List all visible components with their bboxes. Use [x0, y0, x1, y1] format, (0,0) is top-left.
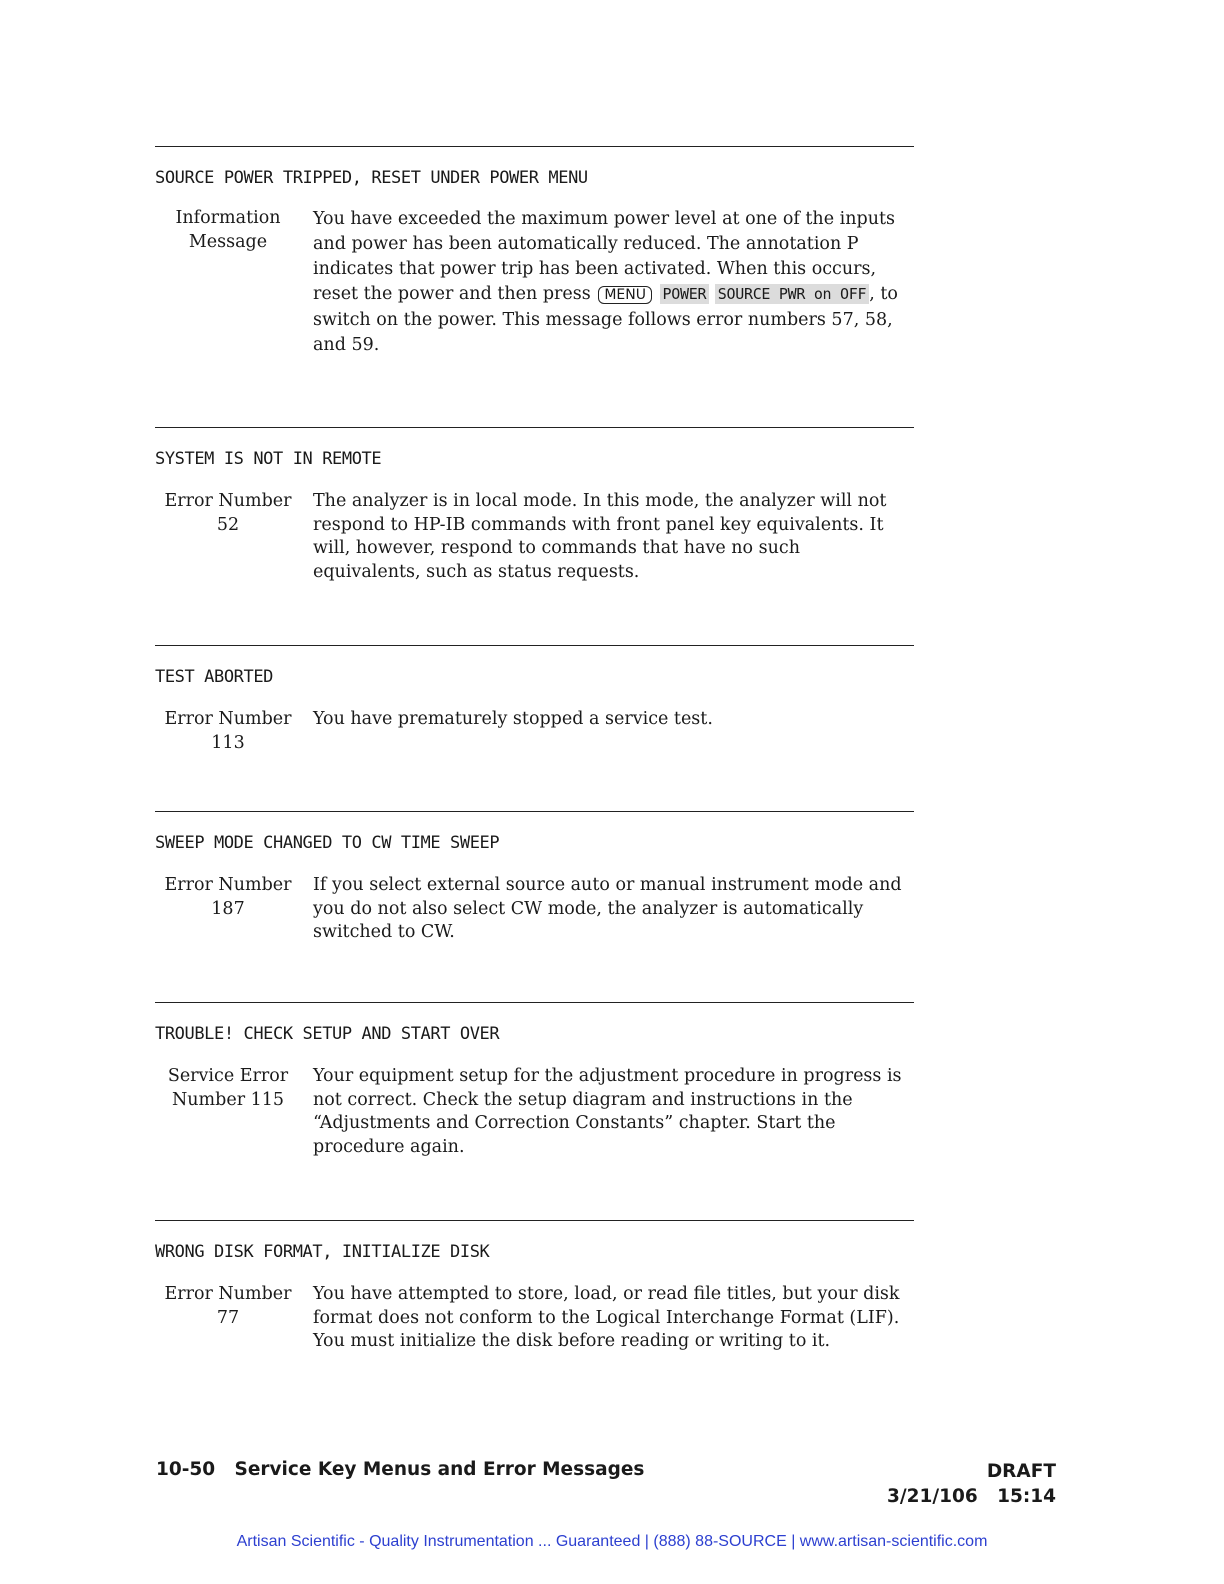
label-line: 187 [211, 898, 245, 919]
message-type-label [155, 1065, 301, 1159]
vendor-banner-link[interactable]: Artisan Scientific - Quality Instrumentation ... Guaranteed | (888) 88-SOURCE | www.artisan-scientific.com [236, 1533, 988, 1550]
message-description [313, 207, 913, 358]
message-heading: SWEEP MODE CHANGED TO CW TIME SWEEP [155, 833, 500, 853]
section-divider [155, 811, 914, 812]
label-line: 52 [216, 514, 240, 535]
message-section [155, 427, 915, 584]
message-type-label [155, 207, 301, 358]
label-line: Service Error [167, 1066, 289, 1086]
message-section [155, 811, 915, 945]
message-entry [155, 874, 915, 945]
source-pwr-softkey: SOURCE PWR on OFF [715, 284, 869, 304]
message-section [155, 146, 915, 358]
page-footer-reference: 10-50 Service Key Menus and Error Messages [156, 1459, 645, 1480]
menu-hardkey: MENU [598, 286, 652, 304]
message-heading: TEST ABORTED [155, 667, 274, 687]
draft-date-time: 3/21/106 15:14 [887, 1486, 1056, 1507]
label-line: Error Number [164, 1284, 292, 1304]
message-entry [155, 1283, 915, 1354]
draft-label: DRAFT [986, 1461, 1056, 1482]
section-divider [155, 146, 914, 147]
message-entry [155, 1065, 915, 1159]
message-heading: WRONG DISK FORMAT, INITIALIZE DISK [155, 1242, 490, 1262]
message-entry [155, 708, 915, 755]
message-heading: SOURCE POWER TRIPPED, RESET UNDER POWER MENU [155, 168, 588, 188]
label-line: Error Number [164, 491, 292, 511]
draft-stamp [887, 1459, 1056, 1509]
message-type-label [155, 1283, 301, 1354]
description-text: You have exceeded the maximum power level at one of the inputs and power has been automatically reduced. The annotation P indicates that power trip has been activated. When this occurs, reset the power and then press [313, 209, 895, 304]
message-entry [155, 490, 915, 584]
message-entry [155, 207, 915, 358]
message-section [155, 1220, 915, 1354]
message-section [155, 645, 915, 755]
label-line: Error Number [164, 875, 292, 895]
message-description: If you select external source auto or manual instrument mode and you do not also select CW mode, the analyzer is automatically switched to CW. [313, 875, 902, 943]
label-line: 113 [211, 732, 245, 753]
label-line: Number 115 [171, 1089, 285, 1110]
label-line: Information [175, 208, 281, 228]
section-divider [155, 1002, 914, 1003]
section-divider [155, 645, 914, 646]
label-line: 77 [216, 1307, 240, 1328]
message-type-label [155, 490, 301, 584]
message-description: You have attempted to store, load, or read file titles, but your disk format does not conform to the Logical Interchange Format (LIF). You must initialize the disk before reading or writing to it. [313, 1284, 900, 1352]
label-line: Message [188, 231, 268, 252]
message-type-label [155, 708, 301, 755]
label-line: Error Number [164, 709, 292, 729]
message-heading: TROUBLE! CHECK SETUP AND START OVER [155, 1024, 500, 1044]
message-description: The analyzer is in local mode. In this mode, the analyzer will not respond to HP-IB commands with front panel key equivalents. It will, however, respond to commands that have no such equivalents, such as status requests. [313, 491, 887, 582]
message-heading: SYSTEM IS NOT IN REMOTE [155, 449, 382, 469]
message-section [155, 1002, 915, 1159]
power-softkey: POWER [660, 284, 710, 304]
section-divider [155, 427, 914, 428]
message-description: Your equipment setup for the adjustment procedure in progress is not correct. Check the setup diagram and instructions in the “Adjustments and Correction Constants” chapter. Start the procedure again. [313, 1066, 902, 1157]
message-description: You have prematurely stopped a service test. [313, 709, 713, 729]
message-type-label [155, 874, 301, 945]
description-text: , to switch on the power. This message follows error numbers 57, 58, and 59. [313, 284, 898, 355]
section-divider [155, 1220, 914, 1221]
